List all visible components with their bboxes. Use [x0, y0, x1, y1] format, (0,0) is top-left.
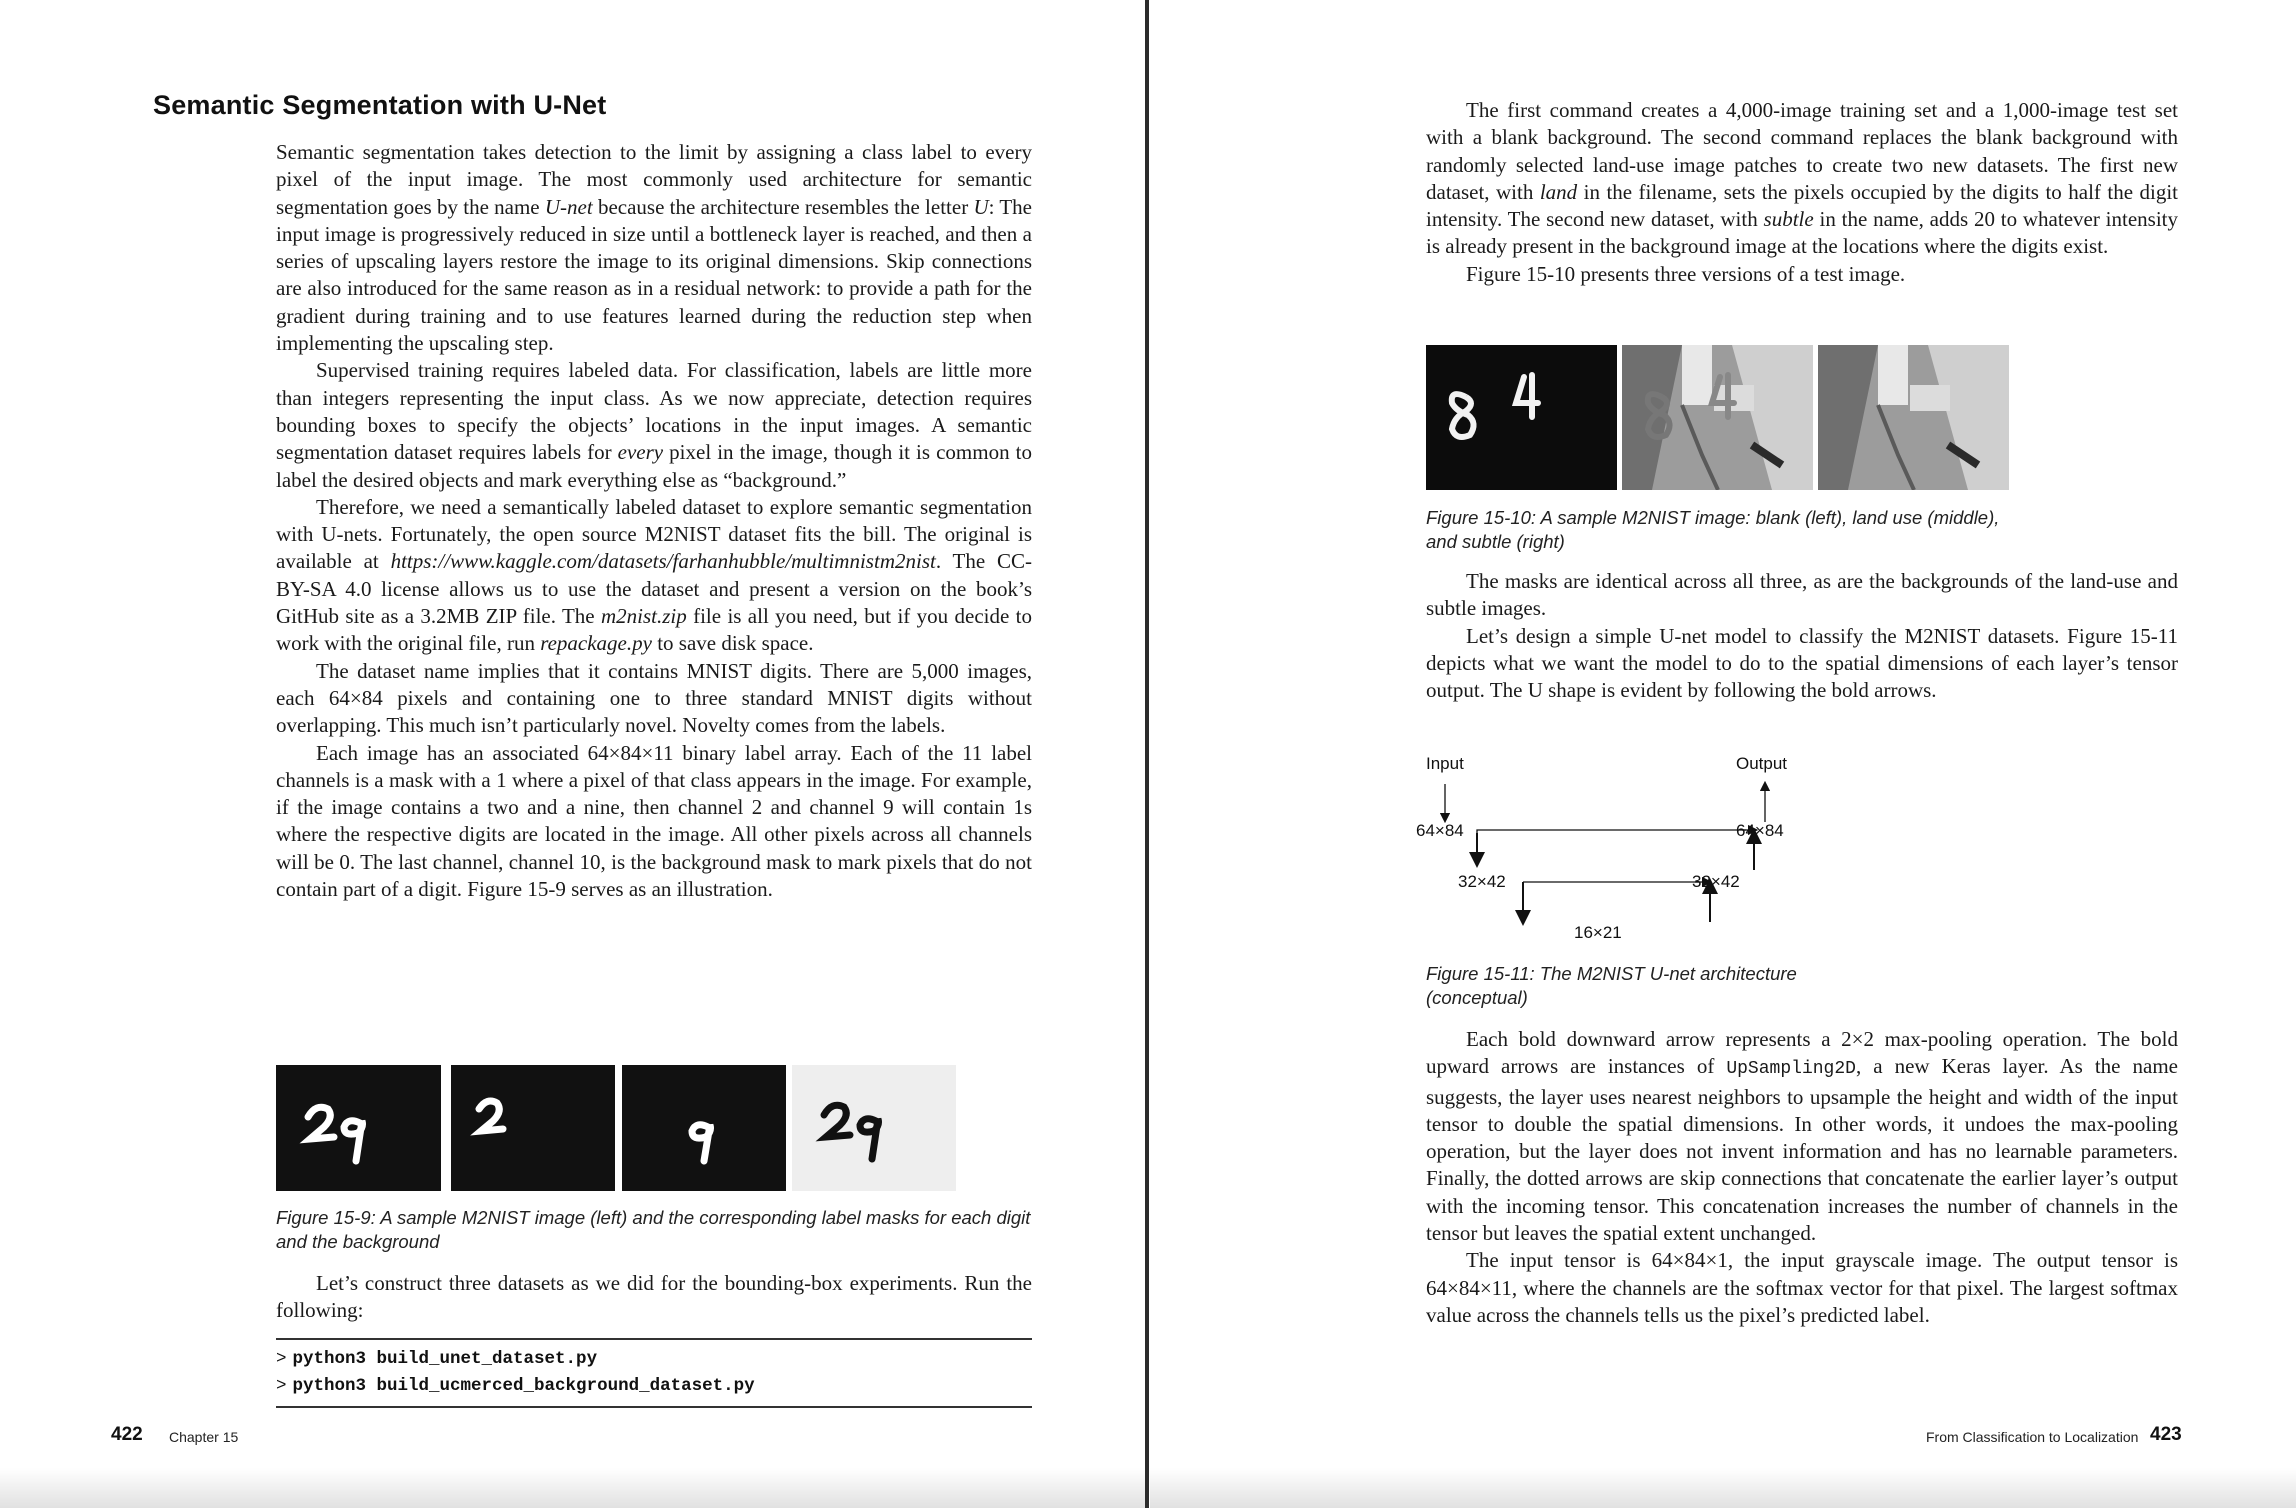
paragraph-r3: The masks are identical across all three, as are the backgrounds of the land-use and subtle images.	[1426, 569, 2178, 621]
unet-arrows	[1420, 750, 1840, 950]
paragraph-r5: Each bold downward arrow represents a 2×2 max-pooling operation. The bold upward arrows are instances of UpSampling2D, a new Keras layer. As the name suggests, the layer uses nearest neighbors to upsample the height and width of the input tensor to double the spatial dimensions. In other words, it undoes the max-pooling operation, but the layer does not invent information and has no learnable parameters. Finally, the dotted arrows are skip connections that concatenate the earlier layer’s output with the incoming tensor. This concatenation increases the number of channels in the tensor but leaves the spatial extent unchanged.	[1426, 1027, 2178, 1246]
output-size-label: 64×84	[1736, 821, 1784, 840]
bottleneck-size-label: 16×21	[1574, 923, 1622, 942]
up-size-label: 32×42	[1692, 872, 1740, 891]
paragraph-r4: Let’s design a simple U-net model to classify the M2NIST datasets. Figure 15-11 depicts what we want the model to do to the spatial dimensions of each layer’s tensor output. The U shape is evident by following the bold arrows.	[1426, 623, 2178, 703]
paragraph-4: The dataset name implies that it contains MNIST digits. There are 5,000 images, each 64×84 pixels and containing one to three standard MNIST digits without overlapping. This much isn’t particularly novel. Novelty comes from the labels.	[276, 658, 1032, 738]
left-page-number: 422	[111, 1424, 143, 1445]
paragraph-r2: Figure 15-10 presents three versions of a test image.	[1466, 261, 1906, 286]
paragraph-6-block	[276, 1270, 1032, 1325]
section-heading: Semantic Segmentation with U-Net	[153, 90, 607, 120]
figure-15-9-caption: Figure 15-9: A sample M2NIST image (left) and the corresponding label masks for each digit and the background	[276, 1207, 1031, 1252]
input-label: Input	[1426, 754, 1464, 773]
code-line-2: > python3 build_ucmerced_background_dataset.py	[276, 1376, 755, 1396]
output-label: Output	[1736, 754, 1788, 773]
page-shadow	[0, 1468, 1145, 1508]
paragraph-1: Semantic segmentation takes detection to the limit by assigning a class label to every pixel of the input image. The most commonly used architecture for semantic segmentation goes by the name U-net because the architecture resembles the letter U: The input image is progressively reduced in size until a bottleneck layer is reached, and then a series of upscaling layers restore the image to its original dimensions. Skip connections are also introduced for the same reason as in a residual network: to provide a path for the gradient during training and to use features learned during the reduction step when implementing the upscaling step.	[276, 140, 1032, 356]
right-body-top	[1426, 97, 2178, 288]
right-body-middle	[1426, 568, 2178, 704]
keras-layer-name: UpSampling2D	[1726, 1059, 1856, 1080]
left-page	[0, 0, 1145, 1508]
left-body-text	[276, 139, 1032, 903]
left-running-head: Chapter 15	[169, 1429, 239, 1445]
subtle-background-image	[1818, 345, 2009, 490]
figure-15-11-caption: Figure 15-11: The M2NIST U-net architecture (conceptual)	[1426, 963, 1797, 1008]
right-body-bottom	[1426, 1026, 2178, 1329]
digit-nine-mask	[622, 1065, 786, 1191]
paragraph-5: Each image has an associated 64×84×11 binary label array. Each of the 11 label channels is a mask with a 1 where a pixel of that class appears in the image. For example, if the image contains a two and a nine, then channel 2 and channel 9 will contain 1s where the respective digits are located in the image. All other pixels across all channels will be 0. The last channel, channel 10, is the background mask to mark pixels that do not contain part of a digit. Figure 15-9 serves as an illustration.	[276, 740, 1032, 902]
right-running-head: From Classification to Localization	[1926, 1429, 2139, 1445]
input-size-label: 64×84	[1416, 821, 1464, 840]
background-mask	[792, 1065, 956, 1191]
page-shadow-right	[1150, 1468, 2296, 1508]
code-line-1: > python3 build_unet_dataset.py	[276, 1349, 598, 1369]
figure-15-10-caption: Figure 15-10: A sample M2NIST image: blank (left), land use (middle), and subtle (right)	[1426, 507, 2000, 552]
code-listing	[276, 1338, 1032, 1408]
paragraph-r6: The input tensor is 64×84×1, the input grayscale image. The output tensor is 64×84×11, where the channels are the softmax vector for that pixel. The largest softmax value across the channels tells us the pixel’s predicted label.	[1426, 1248, 2178, 1327]
unet-diagram	[1416, 750, 1840, 950]
m2nist-sample-image	[276, 1065, 441, 1191]
right-page	[1150, 0, 2296, 1508]
paragraph-6: Let’s construct three datasets as we did for the bounding-box experiments. Run the following:	[276, 1271, 1032, 1323]
paragraph-3: Therefore, we need a semantically labeled dataset to explore semantic segmentation with U-nets. Fortunately, the open source M2NIST dataset fits the bill. The original is available at https://www.kaggle.com/datasets/farhanhubble/multimnistm2nist. The CC-BY-SA 4.0 license allows us to use the dataset and present a version on the book’s GitHub site as a 3.2MB ZIP file. The m2nist.zip file is all you need, but if you decide to work with the original file, run repackage.py to save disk space.	[276, 494, 1032, 656]
down-size-label: 32×42	[1458, 872, 1506, 891]
paragraph-2: Supervised training requires labeled data. For classification, labels are little more than integers representing the input class. As we now appreciate, detection requires bounding boxes to specify the objects’ locations in the input images. A semantic segmentation dataset requires labels for every pixel in the image, though it is common to label the desired objects and mark everything else as “background.”	[276, 358, 1032, 492]
right-page-number: 423	[2150, 1424, 2182, 1445]
book-spine	[1145, 0, 1149, 1508]
digit-two-mask	[451, 1065, 615, 1191]
blank-background-image	[1426, 345, 1617, 490]
land-use-background-image	[1622, 345, 1813, 490]
paragraph-r1: The first command creates a 4,000-image training set and a 1,000-image test set with a blank background. The second command replaces the blank background with randomly selected land-use image patches to create two new datasets. The first new dataset, with land in the filename, sets the pixels occupied by the digits to half the digit intensity. The second new dataset, with subtle in the name, adds 20 to whatever intensity is already present in the background image at the locations where the digits exist.	[1426, 98, 2178, 259]
dataset-url: https://www.kaggle.com/datasets/farhanhubble/multimnistm2nist	[390, 549, 936, 574]
